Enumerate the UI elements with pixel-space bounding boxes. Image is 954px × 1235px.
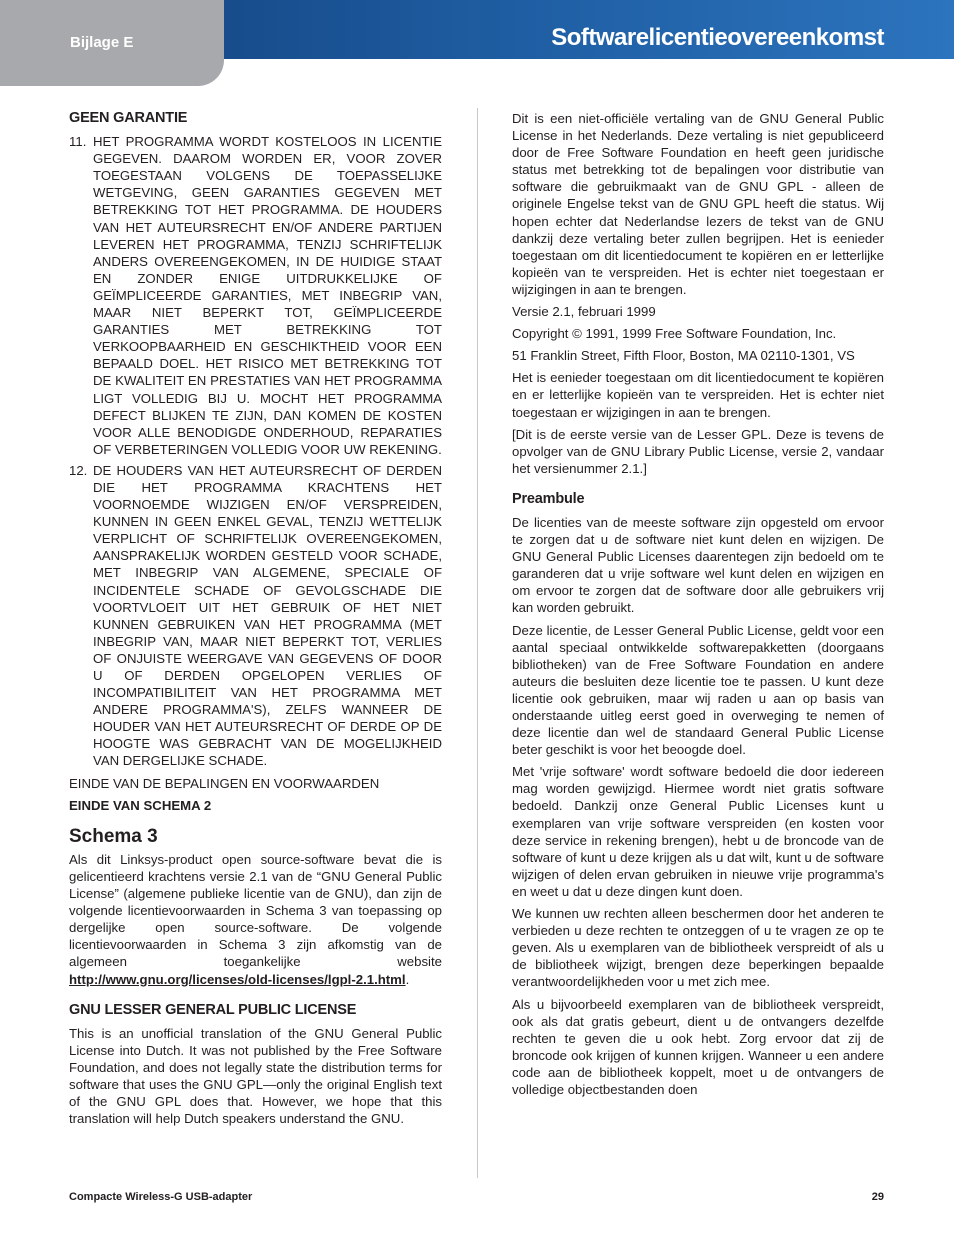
schema3-paragraph [69,851,442,988]
permission-paragraph: Het is eenieder toegestaan om dit licentiedocument te kopiëren en er letterlijke kopieën van te verspreiden. Het is echter niet toegestaan er wijzigingen in aan te brengen. [512,370,884,420]
list-item-number: 12. [69,462,88,478]
no-warranty-heading: GEEN GARANTIE [69,110,188,126]
end-terms-text: EINDE VAN DE BEPALINGEN EN VOORWAARDEN [69,775,380,791]
copyright-text: Copyright © 1991, 1999 Free Software Foundation, Inc. [512,326,837,342]
lgpl-link[interactable]: http://www.gnu.org/licenses/old-licenses/lgpl-2.1.html [69,971,406,987]
footer-product-name: Compacte Wireless-G USB-adapter [69,1191,253,1203]
address-text: 51 Franklin Street, Fifth Floor, Boston, MA 02110-1301, VS [512,348,855,364]
preamble-paragraph: We kunnen uw rechten alleen beschermen door het anderen te verbieden u deze rechten te ontzeggen of u te vragen ze op te geven. Als u exemplaren van de bibliotheek verspreidt of als u de bibliotheek wijzigt, brengen deze beperkingen bepaalde verantwoordelijkheden voor u met zich mee. [512,906,884,990]
lgpl-heading: GNU LESSER GENERAL PUBLIC LICENSE [69,1001,357,1018]
preamble-paragraph: Met 'vrije software' wordt software bedoeld die door iedereen mag worden gewijzigd. Hiermee wordt niet gratis software bedoeld. Dankzij onze General Public Licenses kunt u exemplaren van vrije software verspreiden (en kosten voor deze service in rekening brengen), hebt u de broncode van de software of kunt u deze krijgen als u dat wilt, kunt u de software wijzigen of delen ervan gebruiken in nieuwe vrije programma's en weet u dat u deze dingen kunt doen. [512,764,884,899]
intro-paragraph: Dit is een niet-officiële vertaling van de GNU General Public License in het Nederlands. Deze vertaling is niet gepubliceerd door de Free Software Foundation en heeft geen juridische status met betrekking tot de bepalingen voor distributie van software die gebruikmaakt van de GNU GPL - alleen de originele Engelse tekst van de GNU GPL heeft die status. Wij hopen echter dat Nederlandse lezers de tekst van de GNU dankzij deze vertaling beter zullen begrijpen. Het is eenieder toegestaan om dit licentiedocument te kopiëren en er letterlijke kopieën van te verspreiden. Het is echter niet toegestaan er wijzigingen in aan te brengen. [512,111,884,297]
note-paragraph: [Dit is de eerste versie van de Lesser GPL. Deze is tevens de opvolger van de GNU Library Public License, versie 2, vandaar het versienummer 2.1.] [512,426,884,476]
preamble-heading: Preambule [512,490,585,507]
version-text: Versie 2.1, februari 1999 [512,304,656,320]
appendix-label: Bijlage E [70,34,134,51]
preamble-paragraph: Deze licentie, de Lesser General Public License, geldt voor een aantal speciaal ontwikkelde softwarepakketten (doorgaans bibliotheken) van de Free Software Foundation en andere auteurs die besluiten deze licentie toe te passen. U kunt deze licentie ook gebruiken, maar wij raden u aan op basis van onderstaande uitleg eerst goed in overweging te nemen of deze licentie dan wel de standaard General Public License beter geschikt is voor het beoogde doel. [512,622,884,758]
schema3-text: Als dit Linksys-product open source-software bevat die is gelicentieerd krachtens versie 2.1 van de “GNU General Public License” (algemene publieke licentie van de GNU), dan zijn de volgende licentievoorwaarden in Schema 3 van toepassing op dergelijke open source-software. De volgende licentievoorwaarden in Schema 3 zijn afkomstig van de algemeen toegankelijke website [69,851,442,970]
list-item-text: DE HOUDERS VAN HET AUTEURSRECHT OF DERDEN DIE HET PROGRAMMA KRACHTENS HET VOORNOEMDE WIJZIGEN EN/OF VERSPREIDEN, KUNNEN IN GEEN ENKEL GEVAL, TENZIJ WETTELIJK VERPLICHT OF SCHRIFTELIJK OVEREENGEKOMEN, AANSPRAKELIJK WORDEN GESTELD VOOR SCHADE, MET INBEGRIP VAN ALGEMENE, SPECIALE OF INCIDENTELE SCHADE OF GEVOLGSCHADE DIE VOORTVLOEIT UIT HET GEBRUIK OF HET NIET KUNNEN GEBRUIKEN VAN HET PROGRAMMA (MET INBEGRIP VAN, MAAR NIET BEPERKT TOT, VERLIES OF ONJUISTE WEERGAVE VAN GEGEVENS OF DOOR U OF DERDEN OPGELOPEN VERLIES OF INCOMPATIBILITEIT VAN HET PROGRAMMA MET ANDERE PROGRAMMA'S), ZELFS WANNEER DE HOUDER VAN HET AUTEURSRECHT OF DERDE OP DE HOOGTE WAS GEBRACHT VAN DE MOGELIJKHEID VAN DERGELIJKE SCHADE. [93,462,442,769]
schema3-end: . [405,971,410,987]
warranty-list [69,133,442,769]
column-divider [477,108,478,1178]
list-item [69,133,442,458]
preamble-paragraph: Als u bijvoorbeeld exemplaren van de bibliotheek verspreidt, ook als dat gratis gebeurt, dient u de ontvangers dezelfde rechten te geven die u ook hebt. Zorg ervoor dat zij de broncode ook krijgen of kunnen krijgen. Wanneer u een andere code aan de bibliotheek koppelt, moet u de ontvangers de volledige objectbestanden doen [512,996,884,1097]
lgpl-paragraph: This is an unofficial translation of the GNU General Public License into Dutch. It was not published by the Free Software Foundation, and does not legally state the distribution terms for software that uses the GNU GPL—only the original English text of the GNU GPL does that. However, we hope that this translation will help Dutch speakers understand the GNU. [69,1025,442,1127]
footer-page-number: 29 [871,1191,884,1203]
list-item-text: HET PROGRAMMA WORDT KOSTELOOS IN LICENTIE GEGEVEN. DAAROM WORDEN ER, VOOR ZOVER TOEGESTAAN VOLGENS DE TOEPASSELIJKE WETGEVING, GEEN GARANTIES GEGEVEN MET BETREKKING TOT HET PROGRAMMA. DE HOUDERS VAN HET AUTEURSRECHT EN/OF ANDERE PARTIJEN LEVEREN HET PROGRAMMA, TENZIJ SCHRIFTELIJK ANDERS OVEREENGEKOMEN, IN DE HUIDIGE STAAT EN ZONDER ENIGE UITDRUKKELIJKE OF GEÏMPLICEERDE GARANTIES, MET INBEGRIP VAN, MAAR NIET BEPERKT TOT, GEÏMPLICEERDE GARANTIES MET BETREKKING TOT VERKOOPBAARHEID EN GESCHIKTHEID VOOR EEN BEPAALD DOEL. HET RISICO MET BETREKKING TOT DE KWALITEIT EN PRESTATIES VAN HET PROGRAMMA LIGT VOLLEDIG BIJ U. MOCHT HET PROGRAMMA DEFECT BLIJKEN TE ZIJN, DAN KOMEN DE KOSTEN VOOR ALLE BENODIGDE ONDERHOUD, REPARATIES OF VERBETERINGEN VOLLEDIG VOOR UW REKENING. [93,134,442,457]
end-schema-text: EINDE VAN SCHEMA 2 [69,797,212,813]
left-column [69,110,442,1132]
preamble-paragraph: De licenties van de meeste software zijn opgesteld om ervoor te zorgen dat u de software niet kunt delen en wijzigen. De GNU General Public Licenses daarentegen zijn bedoeld om te garanderen dat u vrije software wel kunt delen en wijzigen en om ervoor te zorgen dat de software door alle gebruikers vrij kan worden gebruikt. [512,514,884,616]
schema3-heading: Schema 3 [69,825,158,847]
list-item-number: 11. [69,134,87,150]
list-item [69,462,442,770]
document-title: Softwarelicentieovereenkomst [551,24,884,51]
right-column [512,110,884,1103]
